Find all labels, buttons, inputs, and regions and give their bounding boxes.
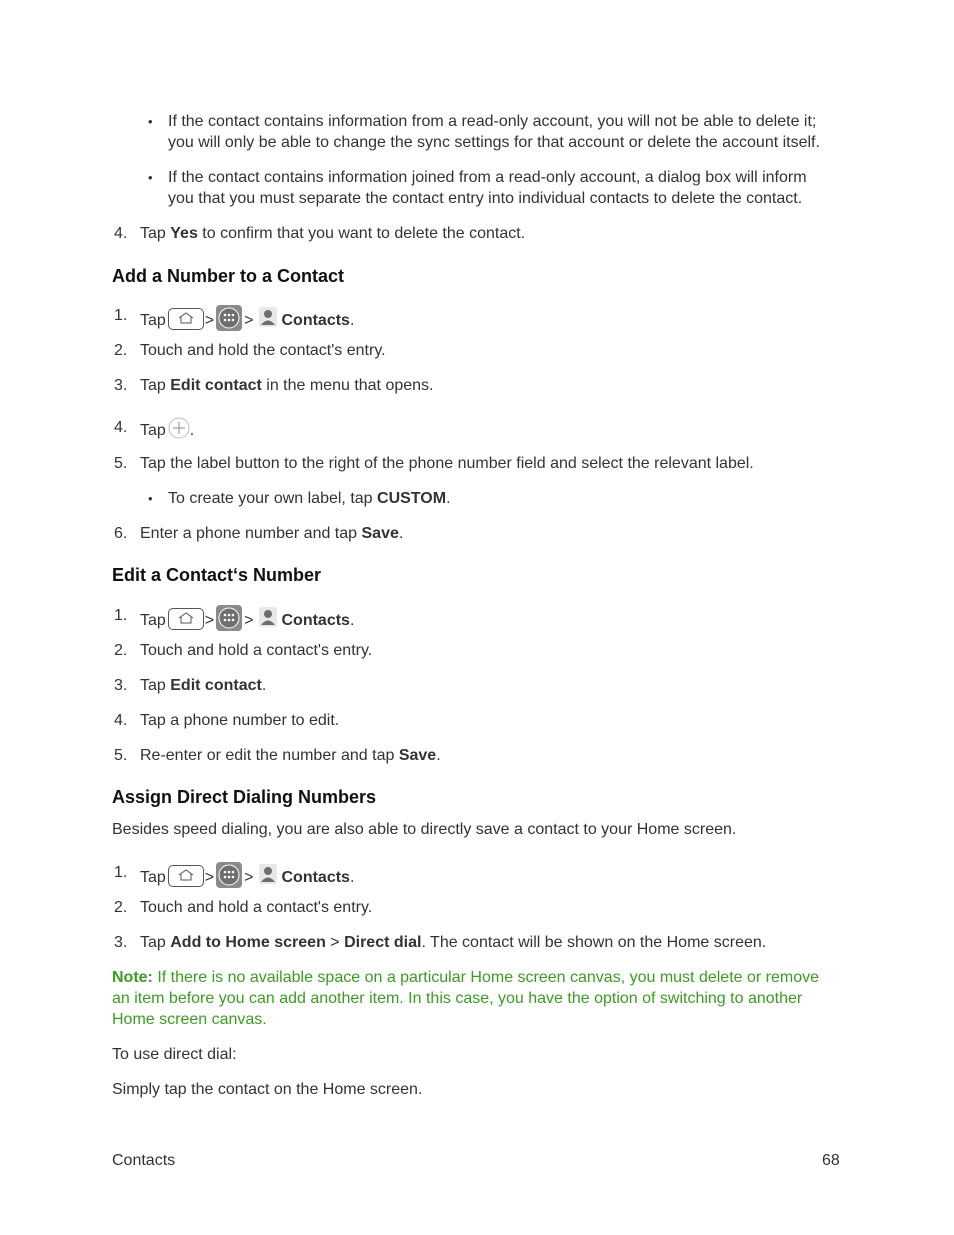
step-number: 6.: [114, 525, 128, 542]
bullet-text: you will only be able to change the sync settings for that account or delete the account itself.: [168, 134, 820, 151]
paragraph: To use direct dial:: [112, 1046, 237, 1063]
paragraph: Simply tap the contact on the Home screen.: [112, 1081, 423, 1098]
bullet-text: To create your own label, tap CUSTOM.: [168, 490, 451, 507]
add-plus-icon: [168, 417, 190, 439]
step-number: 4.: [114, 419, 128, 436]
step-text: Tap a phone number to edit.: [140, 712, 340, 729]
step-text: Touch and hold the contact's entry.: [140, 342, 386, 359]
step-text: Touch and hold a contact's entry.: [140, 642, 373, 659]
home-key-icon: [168, 865, 204, 887]
step-text: Tap > > Contacts.: [140, 305, 354, 337]
bullet-glyph: •: [148, 114, 153, 129]
step-text: Re-enter or edit the number and tap Save.: [140, 747, 441, 764]
step-text: Tap the label button to the right of the phone number field and select the relevant label.: [140, 455, 754, 472]
bullet-text: If the contact contains information joined from a read-only account, a dialog box will inform: [168, 169, 807, 186]
step-text: Tap Add to Home screen > Direct dial. The contact will be shown on the Home screen.: [140, 934, 767, 951]
step-text: Enter a phone number and tap Save.: [140, 525, 404, 542]
contacts-icon: [257, 606, 279, 630]
home-key-icon: [168, 608, 204, 630]
step-number: 5.: [114, 747, 128, 764]
footer-page-number: 68: [822, 1152, 840, 1169]
step-number: 5.: [114, 455, 128, 472]
step-number: 1.: [114, 864, 128, 881]
contacts-icon: [257, 306, 279, 330]
step-number: 4.: [114, 225, 128, 242]
section-heading: Assign Direct Dialing Numbers: [112, 787, 377, 807]
section-heading: Add a Number to a Contact: [112, 266, 345, 286]
bullet-text: If the contact contains information from a read-only account, you will not be able to delete it;: [168, 113, 817, 130]
apps-icon: [216, 605, 242, 631]
step-text: Tap Edit contact in the menu that opens.: [140, 377, 434, 394]
step-text: Tap > > Contacts.: [140, 605, 354, 637]
step-number: 3.: [114, 677, 128, 694]
home-key-icon: [168, 308, 204, 330]
step-number: 1.: [114, 307, 128, 324]
note-text: Home screen canvas.: [112, 1011, 267, 1028]
step-text: Touch and hold a contact's entry.: [140, 899, 373, 916]
step-number: 1.: [114, 607, 128, 624]
apps-icon: [216, 305, 242, 331]
note-text: an item before you can add another item. In this case, you have the option of switching to another: [112, 990, 803, 1007]
step-text: Tap .: [140, 417, 194, 445]
bullet-glyph: •: [148, 170, 153, 185]
bullet-glyph: •: [148, 491, 153, 506]
note-text: Note: If there is no available space on a particular Home screen canvas, you must delete or remove: [112, 969, 820, 986]
step-number: 3.: [114, 934, 128, 951]
step-text: Tap Edit contact.: [140, 677, 267, 694]
step-number: 2.: [114, 899, 128, 916]
step-text: Tap Yes to confirm that you want to delete the contact.: [140, 225, 526, 242]
step-text: Tap > > Contacts.: [140, 862, 354, 894]
step-number: 2.: [114, 642, 128, 659]
step-number: 4.: [114, 712, 128, 729]
step-number: 2.: [114, 342, 128, 359]
apps-icon: [216, 862, 242, 888]
step-number: 3.: [114, 377, 128, 394]
bullet-text: you that you must separate the contact entry into individual contacts to delete the contact.: [168, 190, 803, 207]
footer-section-name: Contacts: [112, 1152, 176, 1169]
contacts-icon: [257, 863, 279, 887]
note-label: Note:: [112, 969, 153, 986]
section-heading: Edit a Contact‘s Number: [112, 565, 322, 585]
paragraph: Besides speed dialing, you are also able to directly save a contact to your Home screen.: [112, 821, 737, 838]
